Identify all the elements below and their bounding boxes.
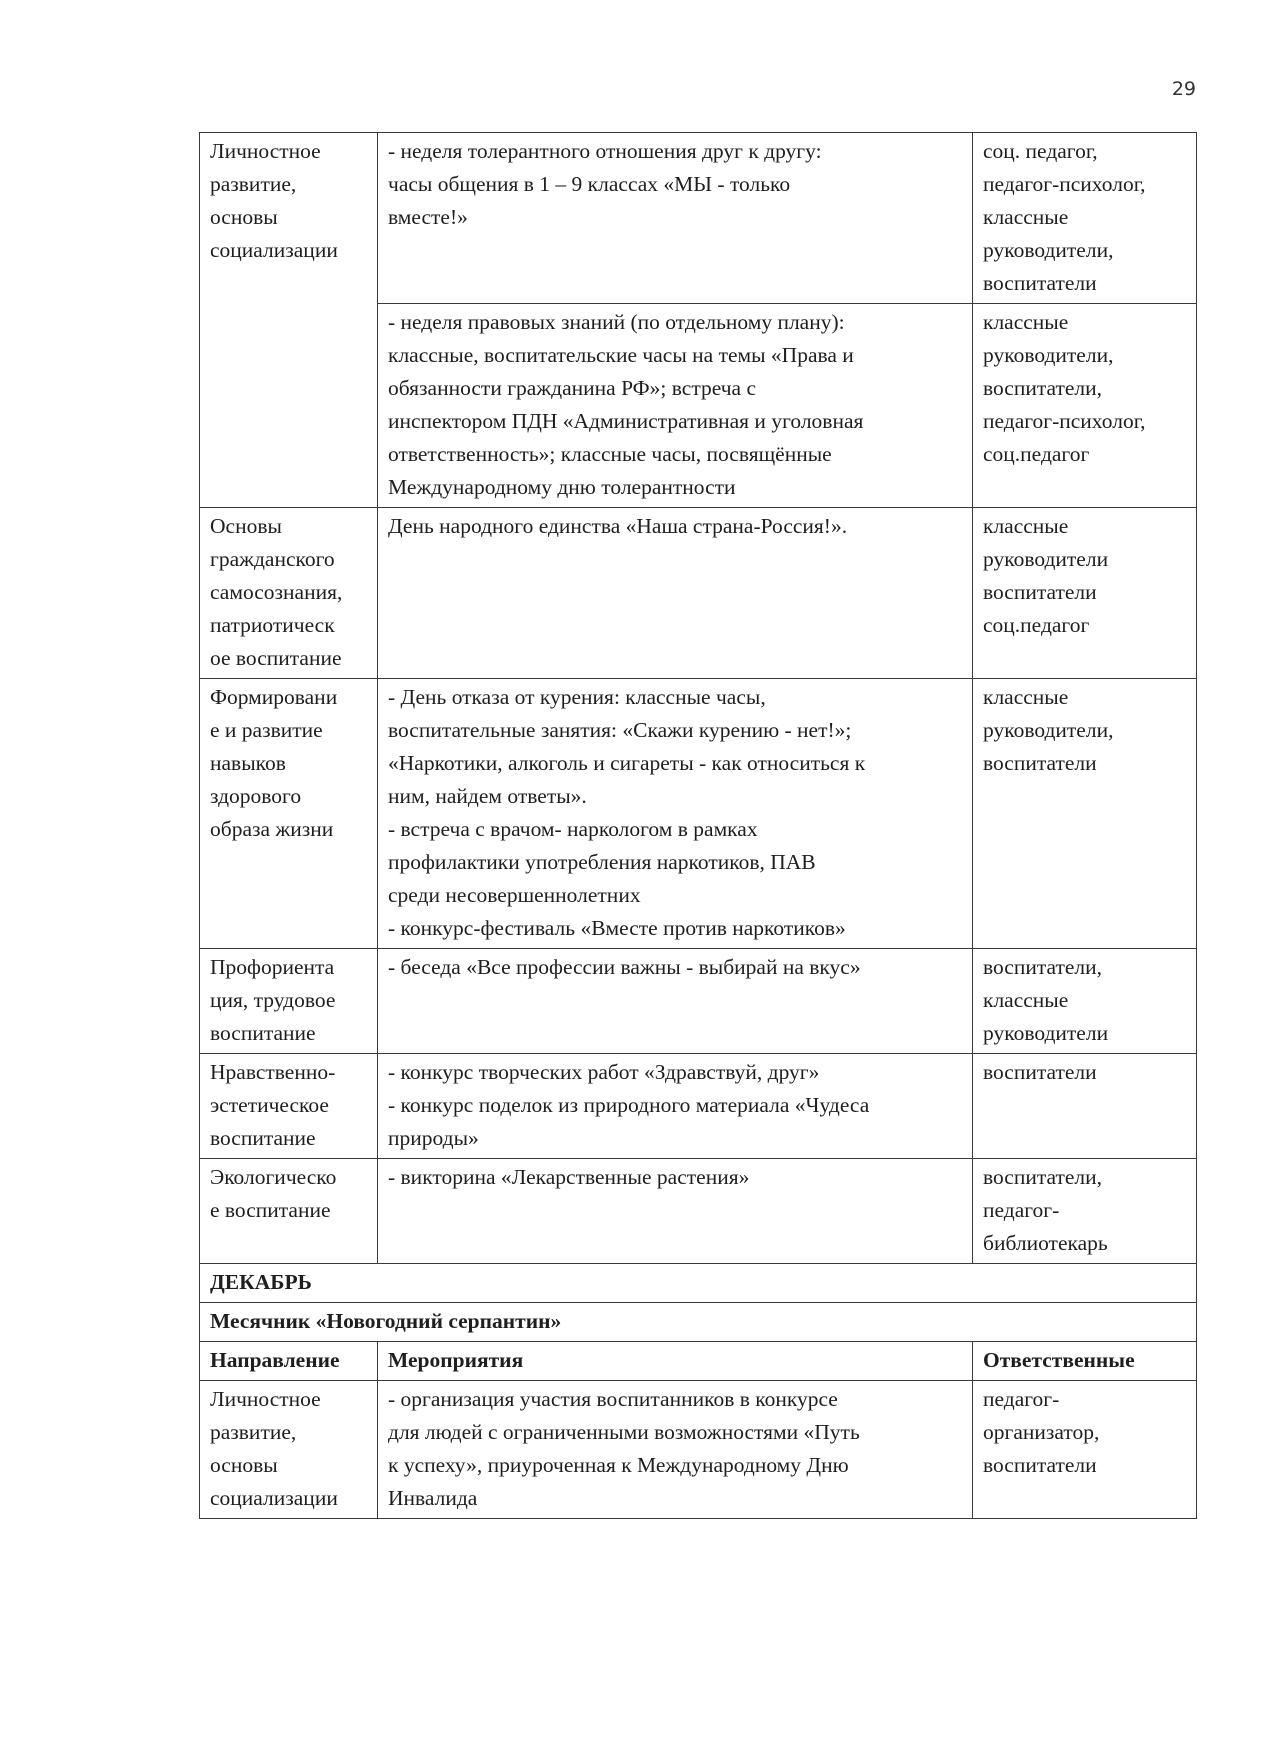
direction-cell: Профориента ция, трудовое воспитание — [200, 949, 378, 1054]
direction-cell: Формировани е и развитие навыков здорового образа жизни — [200, 679, 378, 949]
direction-cell: Личностное развитие, основы социализации — [200, 1381, 378, 1519]
direction-cell: Экологическо е воспитание — [200, 1159, 378, 1264]
events-cell: - конкурс творческих работ «Здравствуй, друг» - конкурс поделок из природного материала «Чудеса природы» — [378, 1054, 973, 1159]
responsible-cell: классные руководители, воспитатели — [973, 679, 1197, 949]
events-cell: - неделя толерантного отношения друг к другу: часы общения в 1 – 9 классах «МЫ - только вместе!» — [378, 133, 973, 304]
table-header-row — [200, 1342, 1197, 1381]
month-theme-row — [200, 1303, 1197, 1342]
header-direction: Направление — [200, 1342, 378, 1381]
events-cell: - организация участия воспитанников в конкурсе для людей с ограниченными возможностями «Путь к успеху», приуроченная к Международному Дню Инвалида — [378, 1381, 973, 1519]
table-row — [200, 1054, 1197, 1159]
page-number: 29 — [1171, 78, 1196, 100]
month-heading: ДЕКАБРЬ — [200, 1264, 1197, 1303]
events-cell: - неделя правовых знаний (по отдельному плану): классные, воспитательские часы на темы «Права и обязанности гражданина РФ»; встреча с инспектором ПДН «Административная и уголовная ответственность»; классные часы, посвящённые Международному дню толерантности — [378, 304, 973, 508]
table-row — [200, 949, 1197, 1054]
responsible-cell: воспитатели, педагог- библиотекарь — [973, 1159, 1197, 1264]
header-responsible: Ответственные — [973, 1342, 1197, 1381]
header-events: Мероприятия — [378, 1342, 973, 1381]
table-row — [200, 679, 1197, 949]
responsible-cell: педагог- организатор, воспитатели — [973, 1381, 1197, 1519]
month-theme: Месячник «Новогодний серпантин» — [200, 1303, 1197, 1342]
activity-plan-table — [199, 132, 1197, 1519]
responsible-cell: соц. педагог, педагог-психолог, классные руководители, воспитатели — [973, 133, 1197, 304]
responsible-cell: воспитатели, классные руководители — [973, 949, 1197, 1054]
table-row — [200, 508, 1197, 679]
direction-cell: Основы гражданского самосознания, патриотическ ое воспитание — [200, 508, 378, 679]
responsible-cell: классные руководители воспитатели соц.педагог — [973, 508, 1197, 679]
table-row — [200, 133, 1197, 304]
table-row — [200, 1159, 1197, 1264]
direction-cell: Личностное развитие, основы социализации — [200, 133, 378, 508]
responsible-cell: воспитатели — [973, 1054, 1197, 1159]
responsible-cell: классные руководители, воспитатели, педагог-психолог, соц.педагог — [973, 304, 1197, 508]
events-cell: - День отказа от курения: классные часы, воспитательные занятия: «Скажи курению - нет!»; «Наркотики, алкоголь и сигареты - как относиться к ним, найдем ответы». - встреча с врачом- наркологом в рамках профилактики употребления наркотиков, ПАВ среди несовершеннолетних - конкурс-фестиваль «Вместе против наркотиков» — [378, 679, 973, 949]
direction-cell: Нравственно- эстетическое воспитание — [200, 1054, 378, 1159]
table-row — [200, 1381, 1197, 1519]
events-cell: День народного единства «Наша страна-Россия!». — [378, 508, 973, 679]
events-cell: - викторина «Лекарственные растения» — [378, 1159, 973, 1264]
month-row — [200, 1264, 1197, 1303]
events-cell: - беседа «Все профессии важны - выбирай на вкус» — [378, 949, 973, 1054]
